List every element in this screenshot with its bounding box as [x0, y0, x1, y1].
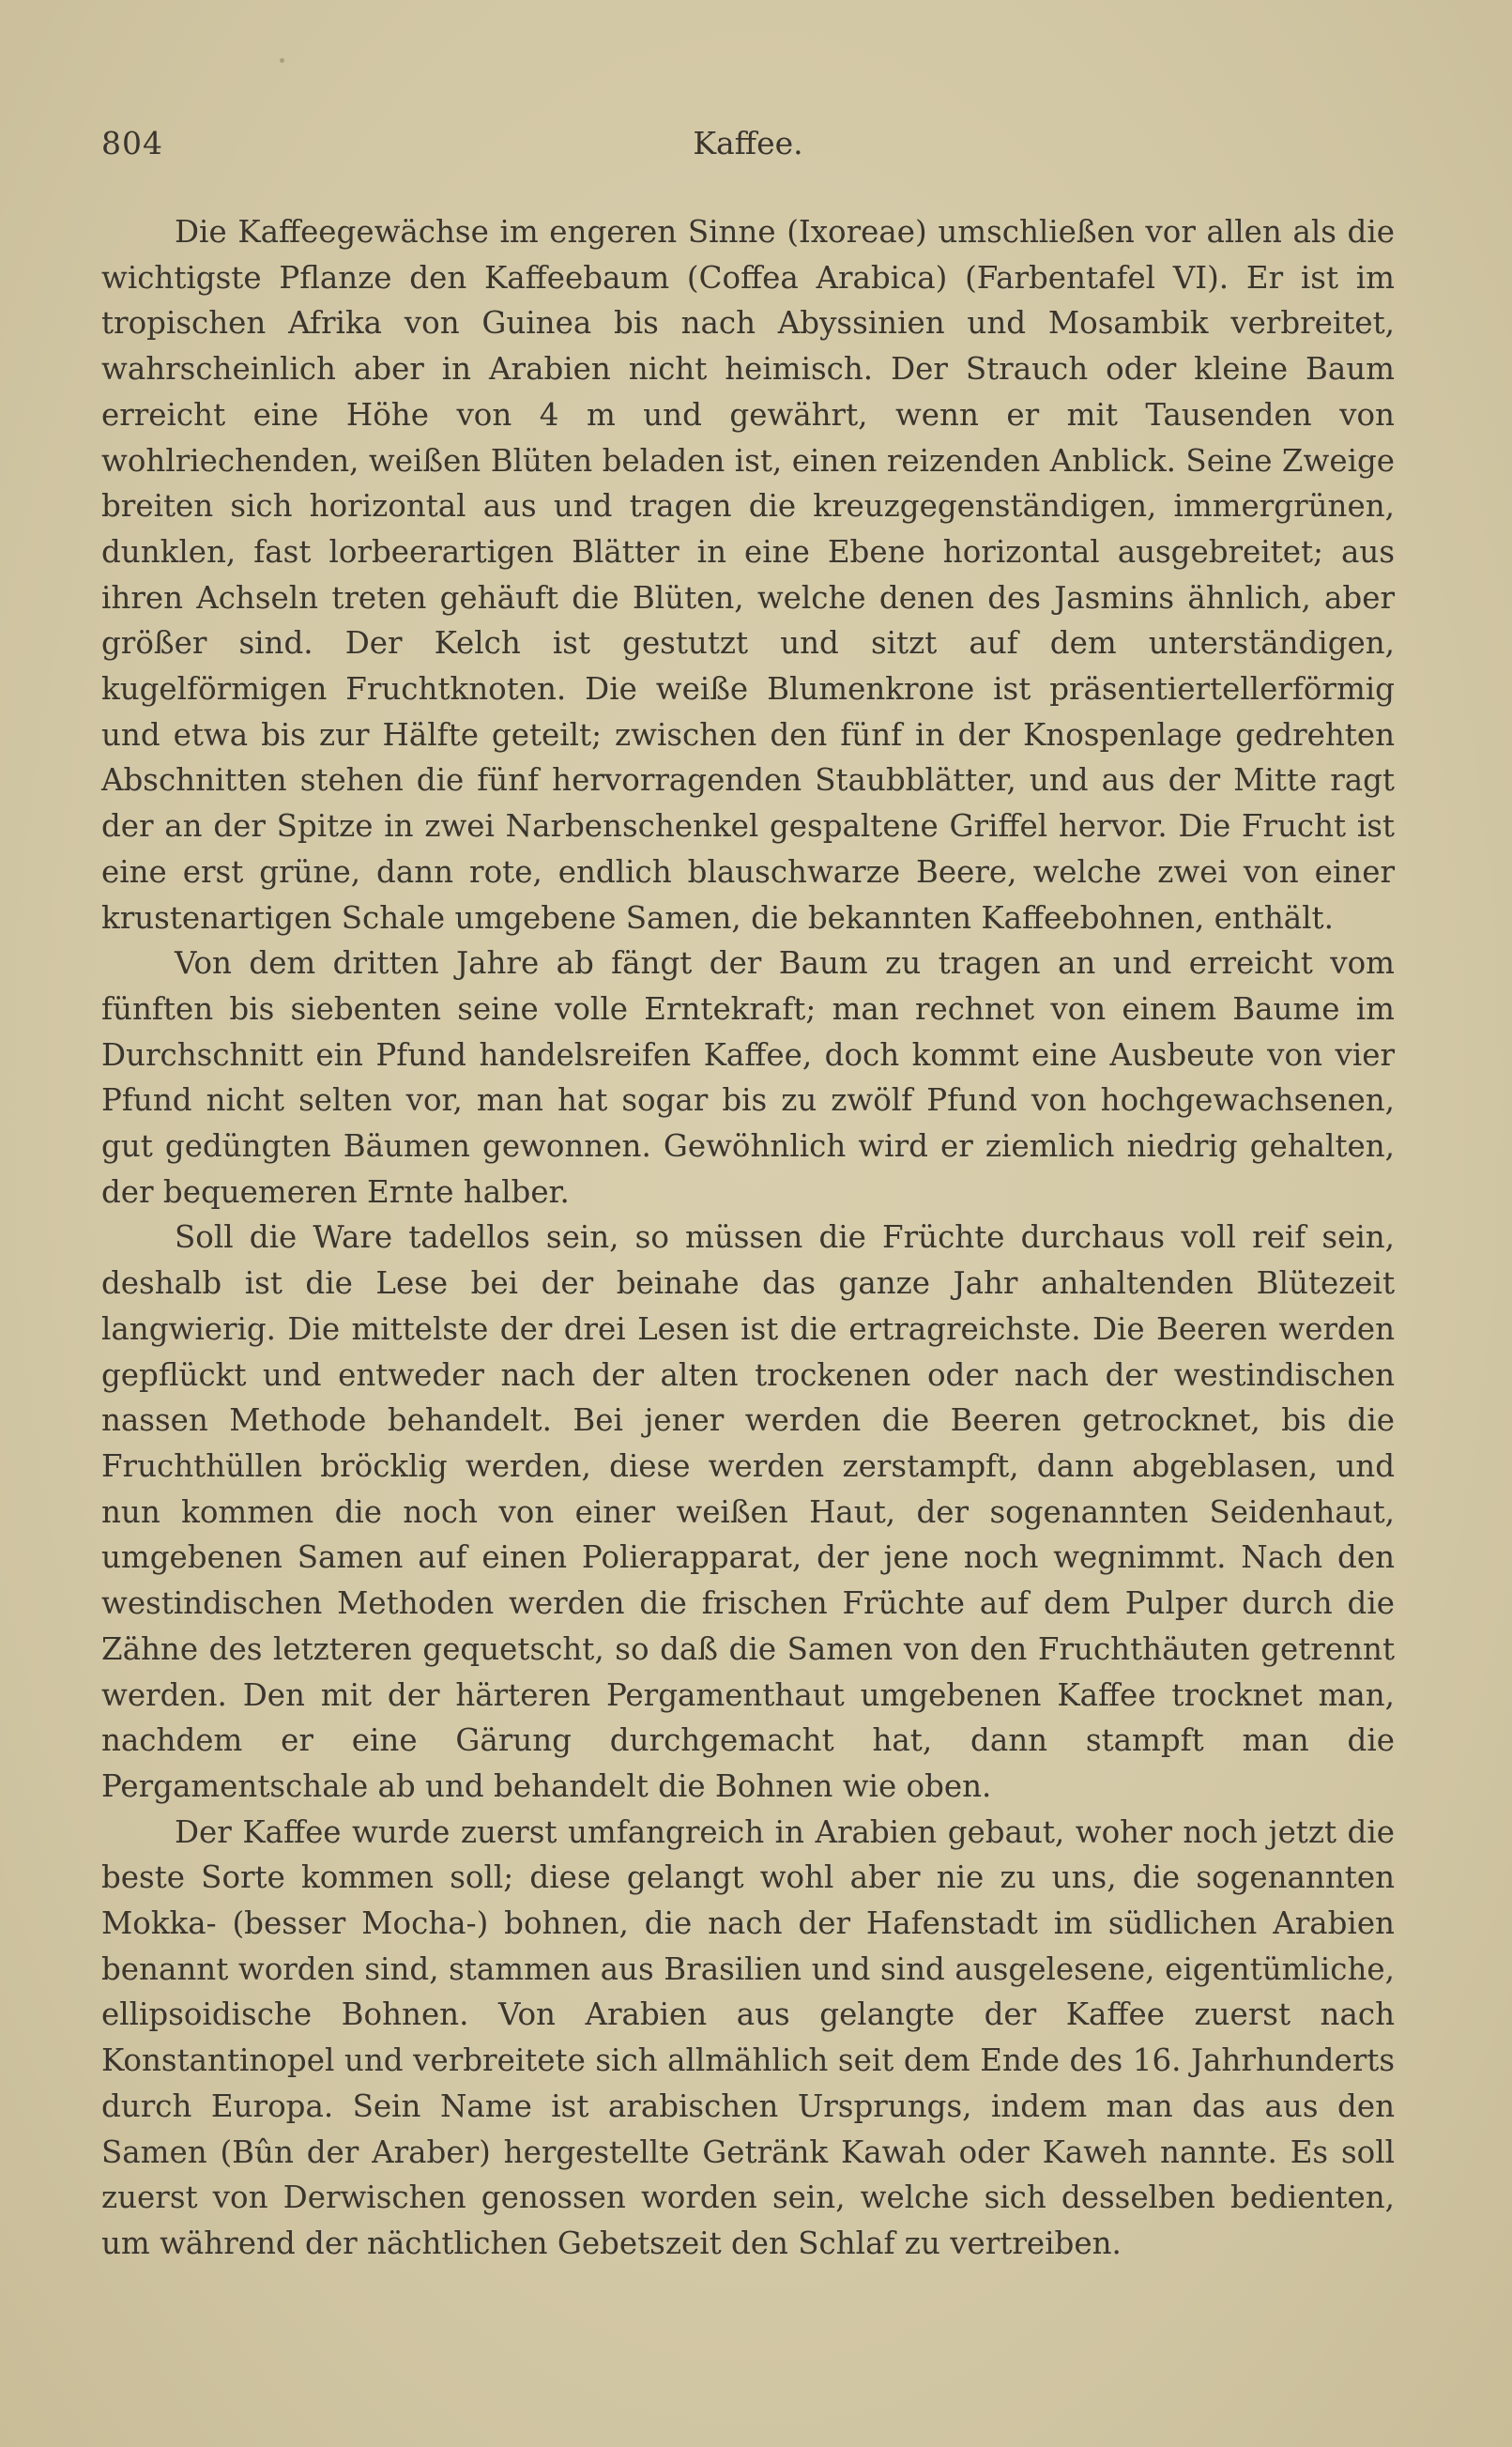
paragraph: Die Kaffeegewächse im engeren Sinne (Ixoreae) umschließen vor allen als die wichtigste Pflanze den Kaffeebaum (Coffea Arabica) (Farbentafel VI). Er ist im tropischen Afrika von Guinea bis nach Abyssinien und Mosambik verbreitet, wahrscheinlich aber in Arabien nicht heimisch. Der Strauch oder kleine Baum erreicht eine Höhe von 4 m und gewährt, wenn er mit Tausenden von wohlriechenden, weißen Blüten beladen ist, einen reizenden Anblick. Seine Zweige breiten sich horizontal aus und tragen die kreuzgegenständigen, immergrünen, dunklen, fast lorbeerartigen Blätter in eine Ebene horizontal ausgebreitet; aus ihren Achseln treten gehäuft die Blüten, welche denen des Jasmins ähnlich, aber größer sind. Der Kelch ist gestutzt und sitzt auf dem unterständigen, kugelförmigen Fruchtknoten. Die weiße Blumenkrone ist präsentiertellerförmig und etwa bis zur Hälfte geteilt; zwischen den fünf in der Knospenlage gedrehten Abschnitten stehen die fünf hervorragenden Staubblätter, und aus der Mitte ragt der an der Spitze in zwei Narbenschenkel gespaltene Griffel hervor. Die Frucht ist eine erst grüne, dann rote, endlich blauschwarze Beere, welche zwei von einer krustenartigen Schale umgebene Samen, die bekannten Kaffeebohnen, enthält.: [101, 214, 1395, 936]
page-number: 804: [101, 125, 163, 161]
paragraph: Von dem dritten Jahre ab fängt der Baum zu tragen an und erreicht vom fünften bis siebenten seine volle Erntekraft; man rechnet von einem Baume im Durchschnitt ein Pfund handelsreifen Kaffee, doch kommt eine Ausbeute von vier Pfund nicht selten vor, man hat sogar bis zu zwölf Pfund von hochgewachsenen, gut gedüngten Bäumen gewonnen. Gewöhnlich wird er ziemlich niedrig gehalten, der bequemeren Ernte halber.: [101, 945, 1395, 1210]
running-title: Kaffee.: [693, 125, 803, 161]
paragraph: Soll die Ware tadellos sein, so müssen die Früchte durchaus voll reif sein, deshalb ist die Lese bei der beinahe das ganze Jahr anhaltenden Blütezeit langwierig. Die mittelste der drei Lesen ist die ertragreichste. Die Beeren werden gepflückt und entweder nach der alten trockenen oder nach der westindischen nassen Methode behandelt. Bei jener werden die Beeren getrocknet, bis die Fruchthüllen bröcklig werden, diese werden zerstampft, dann abgeblasen, und nun kommen die noch von einer weißen Haut, der sogenannten Seidenhaut, umgebenen Samen auf einen Polierapparat, der jene noch wegnimmt. Nach den westindischen Methoden werden die frischen Früchte auf dem Pulper durch die Zähne des letzteren gequetscht, so daß die Samen von den Fruchthäuten getrennt werden. Den mit der härteren Pergamenthaut umgebenen Kaffee trocknet man, nachdem er eine Gärung durchgemacht hat, dann stampft man die Pergamentschale ab und behandelt die Bohnen wie oben.: [101, 1219, 1395, 1804]
page-header: [101, 125, 1395, 172]
paragraph: Der Kaffee wurde zuerst umfangreich in Arabien gebaut, woher noch jetzt die beste Sorte kommen soll; diese gelangt wohl aber nie zu uns, die sogenannten Mokka- (besser Mocha-) bohnen, die nach der Hafenstadt im südlichen Arabien benannt worden sind, stammen aus Brasilien und sind ausgelesene, eigentümliche, ellipsoidische Bohnen. Von Arabien aus gelangte der Kaffee zuerst nach Konstantinopel und verbreitete sich allmählich seit dem Ende des 16. Jahrhunderts durch Europa. Sein Name ist arabischen Ursprungs, indem man das aus den Samen (Bûn der Araber) hergestellte Getränk Kawah oder Kaweh nannte. Es soll zuerst von Derwischen genossen worden sein, welche sich desselben bedienten, um während der nächtlichen Gebetszeit den Schlaf zu vertreiben.: [101, 1813, 1395, 2261]
body-text: [101, 209, 1395, 2267]
paper-speck: [280, 58, 284, 63]
